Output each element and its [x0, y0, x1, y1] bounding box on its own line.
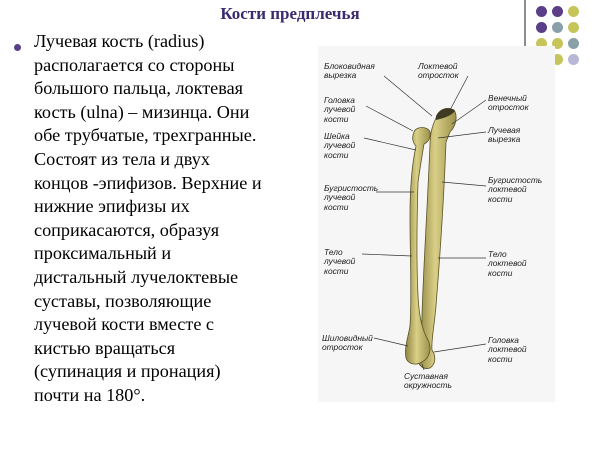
label-ulnar-tuberosity: Бугристость локтевой кости [488, 175, 543, 204]
label-coronoid-process: Венечный отросток [488, 93, 529, 113]
decor-dot [568, 6, 579, 17]
pointer-line [374, 338, 408, 346]
pointer-line [364, 138, 416, 150]
slide-title: Кости предплечья [220, 4, 360, 23]
decor-dot [536, 6, 547, 17]
label-ulna-body: Тело локтевой кости [488, 249, 527, 278]
pointer-line [366, 106, 413, 131]
pointer-line [434, 344, 486, 352]
label-radius-head: Головка лучевой кости [324, 95, 356, 124]
label-radial-tuberosity: Бугристость лучевой кости [324, 183, 379, 212]
decor-dot [536, 22, 547, 33]
pointer-line [452, 100, 486, 124]
label-trochlear-notch: Блоковидная вырезка [324, 61, 375, 81]
pointer-line [384, 76, 432, 116]
label-olecranon: Локтевой отросток [418, 61, 459, 81]
forearm-bones-illustration [318, 46, 555, 402]
bullet-marker [14, 44, 21, 51]
label-styloid-process: Шиловидный отросток [322, 333, 373, 353]
label-radius-body: Тело лучевой кости [324, 247, 356, 276]
body-text: Лучевая кость (radius) располагается со стороны большого пальца, локтевая кость (ulna) – мизинца. Они обе трубчатые, трехгранные. Состоят из тела и двух концов -эпифизов. Верхние и нижние эпифизы их соприкасаются, образуя проксимальный и дистальный лучелоктевые суставы, позволяющие лучевой кости вместе с кистью вращаться (супинация и пронация) почти на 180°. [34, 31, 262, 405]
label-radial-notch: Лучевая вырезка [488, 125, 521, 145]
pointer-line [450, 76, 468, 110]
decor-dot [568, 54, 579, 65]
decor-dot [552, 22, 563, 33]
label-articular-circumference: Суставная окружность [404, 371, 452, 391]
decor-dot [552, 6, 563, 17]
label-ulna-head: Головка локтевой кости [488, 335, 527, 364]
pointer-line [362, 254, 412, 256]
pointer-line [442, 182, 486, 186]
label-radius-neck: Шейка лучевой кости [324, 131, 356, 160]
decor-dot [568, 38, 579, 49]
decor-dot [568, 22, 579, 33]
